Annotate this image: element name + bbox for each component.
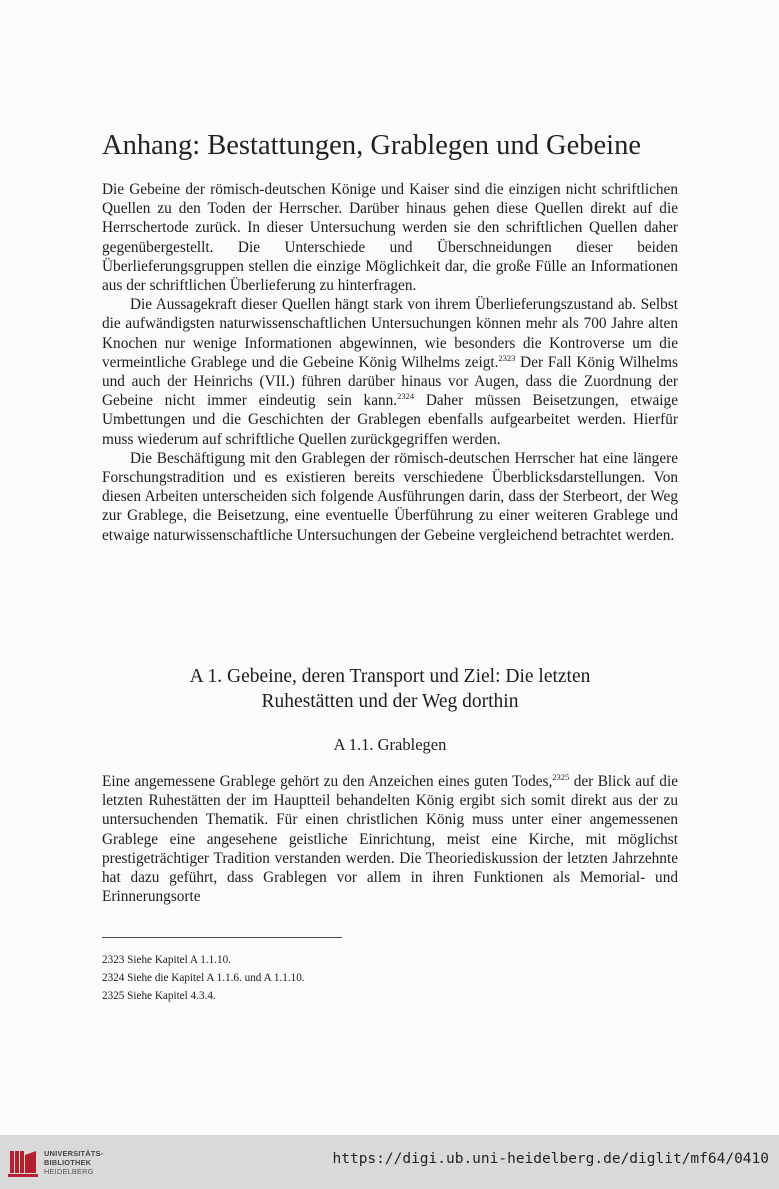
library-logo-icon — [8, 1147, 38, 1177]
logo-line-1: UNIVERSITÄTS- — [44, 1148, 104, 1158]
subsection-heading: A 1.1. Grablegen — [333, 735, 447, 754]
section-heading — [102, 664, 678, 714]
footnotes — [102, 951, 602, 1005]
library-logo[interactable] — [8, 1144, 103, 1180]
footnote-ref-2323[interactable]: 2323 — [498, 352, 516, 363]
intro-paragraph-2-part-c: Daher müssen Beisetzungen, etwaige Umbettungen und die Geschichten der Grablegen ebenfalls aufgearbeitet werden. Hierfür muss wiederum auf schriftliche Quellen zurückgegriffen werden. — [102, 392, 678, 448]
section-paragraph-1-part-b: der Blick auf die letzten Ruhestätten der im Hauptteil behandelten König ergibt sich somit direkt aus der zu untersuchenden Thematik. Für einen christlichen König muss unter einer angemessenen Grablege eine angesehene geistliche Einrichtung, meist eine Kirche, mit möglichst prestigeträchtiger Tradition verstanden werden. Die Theoriediskussion der letzten Jahrzehnte hat dazu geführt, dass Grablegen vor allem in ihren Funktionen als Memorial- und Erinnerungsorte — [102, 773, 678, 906]
footnote-ref-2324[interactable]: 2324 — [397, 391, 415, 402]
intro-text — [102, 180, 678, 545]
section-heading-line-2: Ruhestätten und der Weg dorthin — [261, 691, 519, 712]
chapter-title: Anhang: Bestattungen, Grablegen und Gebeine — [102, 130, 641, 161]
section-paragraph-1 — [102, 772, 678, 906]
footnote-ref-2325[interactable]: 2325 — [552, 772, 570, 782]
footnote-2324: 2324 Siehe die Kapitel A 1.1.6. und A 1.1.10. — [102, 972, 305, 984]
footnote-divider — [102, 937, 342, 938]
logo-line-2: BIBLIOTHEK — [44, 1157, 92, 1167]
intro-paragraph-3: Die Beschäftigung mit den Grablegen der römisch-deutschen Herrscher hat eine längere Forschungstradition und es existieren bereits verschiedene Überblicksdarstellungen. Von diesen Arbeiten unterscheiden sich folgende Ausführungen darin, dass der Sterbeort, der Weg zur Grablege, die Beisetzung, eine eventuelle Überführung zu einer weiteren Grablege und etwaige naturwissenschaftliche Untersuchungen der Gebeine vergleichend betrachtet werden. — [102, 449, 678, 544]
library-logo-text — [44, 1149, 103, 1176]
intro-paragraph-1: Die Gebeine der römisch-deutschen Könige und Kaiser sind die einzigen nicht schriftlichen Quellen zu den Toden der Herrscher. Darüber hinaus gehen diese Quellen direkt auf die Herrschertode zurück. In dieser Untersuchung werden sie den schriftlichen Quellen daher gegenübergestellt. Die Unterschiede und Überschneidungen dieser beiden Überlieferungsgruppen stellen die einzige Möglichkeit dar, die große Fülle an Informationen aus der schriftlichen Überlieferung zu hinterfragen. — [102, 181, 678, 295]
logo-line-3: HEIDELBERG — [44, 1166, 94, 1176]
section-text — [102, 772, 678, 906]
intro-paragraph-2-part-a: Die Aussagekraft dieser Quellen hängt stark von ihrem Überlieferungszustand ab. Selbst die aufwändigsten naturwissenschaftlichen Untersuchungen können mehr als 700 Jahre alten Knochen nur wenige Informationen abgewinnen, wie besonders die Kontroverse um die vermeintliche Grablege und die Gebeine König Wilhelms zeigt. — [102, 296, 678, 371]
footnote-2323: 2323 Siehe Kapitel A 1.1.10. — [102, 954, 231, 966]
intro-paragraph-2 — [102, 295, 678, 449]
intro-paragraph-2-part-b: Der Fall König Wilhelms und auch der Heinrichs (VII.) führen darüber hinaus vor Augen, dass die Zuordnung der Gebeine nicht immer eindeutig sein kann. — [102, 353, 678, 410]
section-paragraph-1-part-a: Eine angemessene Grablege gehört zu den Anzeichen eines guten Todes, — [102, 773, 553, 790]
permalink-url[interactable]: https://digi.ub.uni-heidelberg.de/diglit/mf64/0410 — [332, 1151, 769, 1167]
viewer-footer — [0, 1135, 779, 1189]
footnote-2325: 2325 Siehe Kapitel 4.3.4. — [102, 990, 216, 1002]
section-heading-line-1: A 1. Gebeine, deren Transport und Ziel: Die letzten — [189, 666, 591, 687]
